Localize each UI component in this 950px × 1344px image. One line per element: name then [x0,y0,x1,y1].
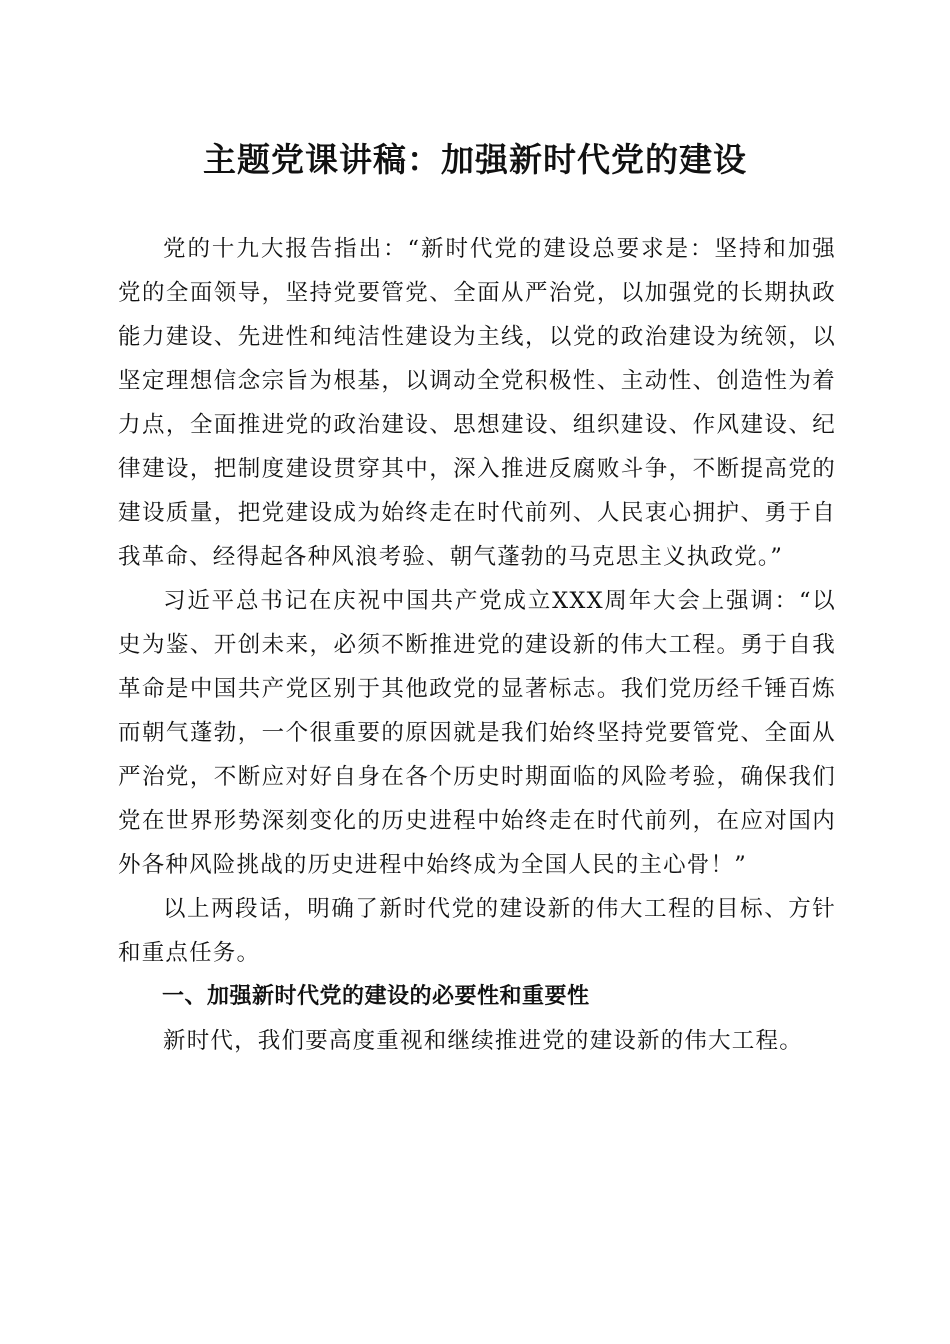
paragraph-summary: 以上两段话，明确了新时代党的建设新的伟大工程的目标、方针和重点任务。 [118,896,836,966]
paragraph-report-quote: 党的十九大报告指出：“新时代党的建设总要求是：坚持和加强党的全面领导，坚持党要管党、全面从严治党，以加强党的长期执政能力建设、先进性和纯洁性建设为主线，以党的政治建设为统领，以坚定理想信念宗旨为根基，以调动全党积极性、主动性、创造性为着力点，全面推进党的政治建设、思想建设、组织建设、作风建设、纪律建设，把制度建设贯穿其中，深入推进反腐败斗争，不断提高党的建设质量，把党建设成为始终走在时代前列、人民衷心拥护、勇于自我革命、经得起各种风浪考验、朝气蓬勃的马克思主义执政党。” [118,236,836,570]
paragraph-speech-quote: 习近平总书记在庆祝中国共产党成立XXX周年大会上强调：“以史为鉴、开创未来，必须不断推进党的建设新的伟大工程。勇于自我革命是中国共产党区别于其他政党的显著标志。我们党历经千锤百炼而朝气蓬勃，一个很重要的原因就是我们始终坚持党要管党、全面从严治党，不断应对好自身在各个历史时期面临的风险考验，确保我们党在世界形势深刻变化的历史进程中始终走在时代前列，在应对国内外各种风险挑战的历史进程中始终成为全国人民的主心骨！” [118,588,836,878]
section-heading: 一、加强新时代党的建设的必要性和重要性 [162,984,590,1009]
document-body [118,227,836,1063]
document-title: 主题党课讲稿：加强新时代党的建设 [203,140,747,179]
section-paragraph: 新时代，我们要高度重视和继续推进党的建设新的伟大工程。 [163,1028,803,1054]
